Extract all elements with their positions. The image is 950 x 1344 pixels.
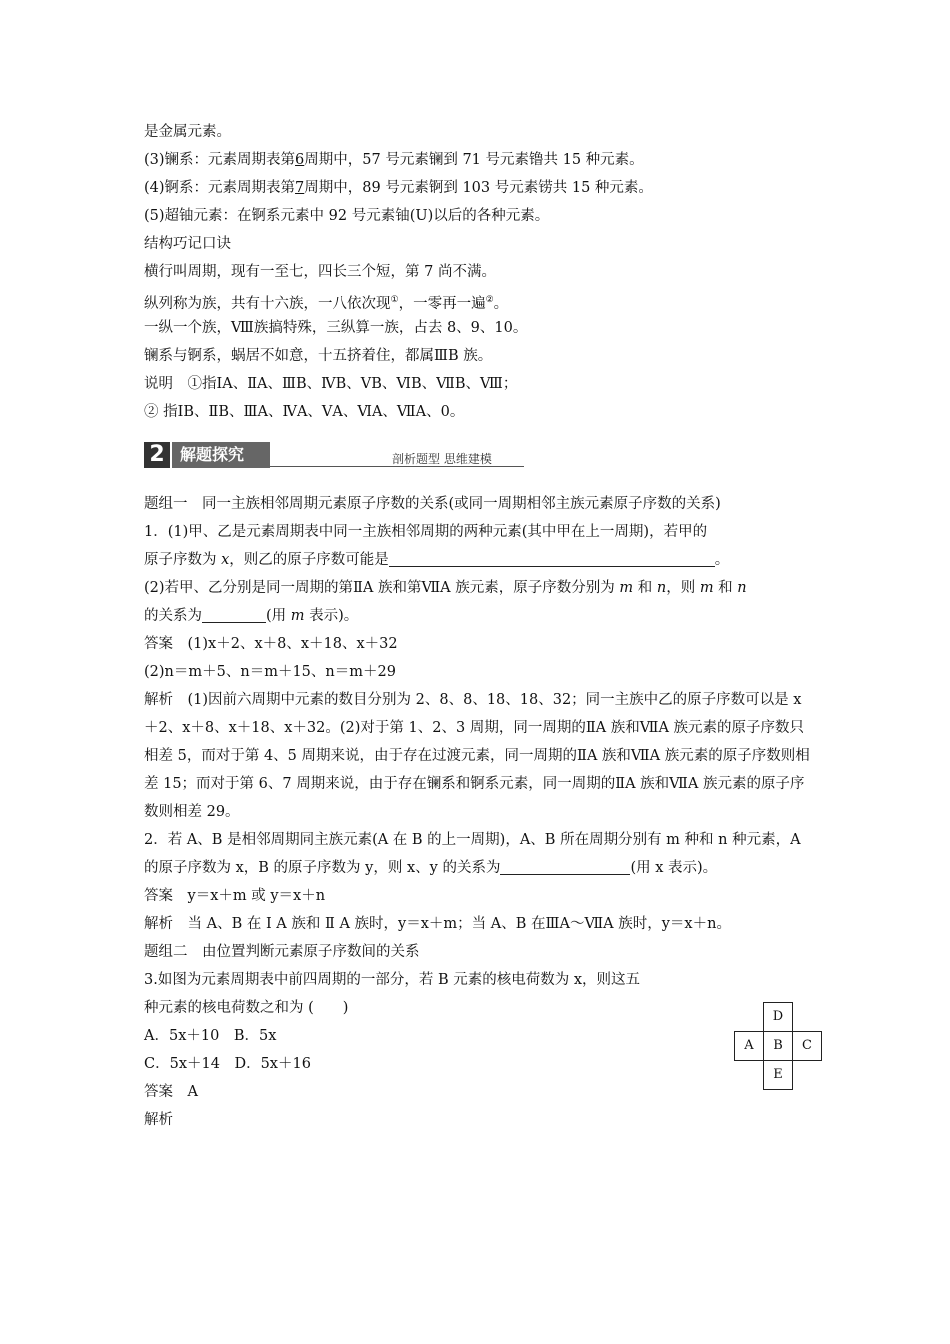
section-title: 解题探究 (172, 442, 270, 468)
answer-blank[interactable] (389, 550, 715, 567)
cell-e: E (763, 1060, 793, 1090)
cell-d: D (763, 1002, 793, 1032)
cell-b: B (763, 1031, 793, 1061)
explanation2: 解析 当 A、B 在 Ⅰ A 族和 Ⅱ A 族时，y＝x＋m；当 A、B 在ⅢA～ⅦA 族时，y＝x＋n。 (144, 916, 731, 932)
mnemonic-title: 结构巧记口诀 (144, 236, 231, 252)
explanation3: 解析 (144, 1112, 173, 1128)
text-line: 是金属元素。 (144, 124, 231, 140)
section-subtitle: 剖析题型 思维建模 (392, 452, 492, 466)
document-body (144, 118, 814, 1134)
mnemonic-line-1: 横行叫周期，现有一至七，四长三个短，第 7 尚不满。 (144, 264, 496, 280)
mnemonic-line-4: 镧系与锕系，蜗居不如意，十五挤着住，都属ⅢB 族。 (144, 348, 493, 364)
option-c-d: C．5x＋14 D．5x＋16 (144, 1056, 311, 1072)
cell-c: C (792, 1031, 822, 1061)
section-number: 2 (144, 442, 170, 468)
actinide-line: (4)锕系：元素周期表第7周期中，89 号元素锕到 103 号元素铹共 15 种元素。 (144, 180, 653, 196)
option-a-b: A．5x＋10 B．5x (144, 1028, 277, 1044)
question1-line4: 的关系为 (用 m 表示)。 (144, 608, 359, 624)
answer2: 答案 y＝x＋m 或 y＝x＋n (144, 888, 326, 904)
answer1: 答案 (1)x＋2、x＋8、x＋18、x＋32 (144, 636, 398, 652)
question1-line3: (2)若甲、乙分别是同一周期的第ⅡA 族和第ⅦA 族元素，原子序数分别为 m 和 n，则 m 和 n (144, 580, 747, 596)
question3-line2: 种元素的核电荷数之和为 ( ) (144, 1000, 349, 1016)
group2-title: 题组二 由位置判断元素原子序数间的关系 (144, 944, 420, 960)
lanthanide-line: (3)镧系：元素周期表第6周期中，57 号元素镧到 71 号元素镥共 15 种元素。 (144, 152, 644, 168)
explanation1: 解析 (1)因前六周期中元素的数目分别为 2、8、8、18、18、32；同一主族中乙的原子序数可以是 x＋2、x＋8、x＋18、x＋32。(2)对于第 1、2、3 周期，同一周期的ⅡA 族和ⅦA 族元素的原子序数只相差 5，而对于第 4、5 周期来说，由于存在过渡元素，同一周期的ⅡA 族和ⅦA 族元素的原子序数则相差 15；而对于第 6、7 周期来说，由于存在镧系和锕系元素，同一周期的ⅡA 族和ⅦA 族元素的原子序数则相差 29。 (144, 692, 810, 820)
note-line-2: ② 指ⅠB、ⅡB、ⅢA、ⅣA、ⅤA、ⅥA、ⅦA、0。 (144, 404, 465, 420)
question1-line1: 1．(1)甲、乙是元素周期表中同一主族相邻周期的两种元素(其中甲在上一周期)，若甲的 (144, 524, 708, 540)
note-line-1: 说明 ①指ⅠA、ⅡA、ⅢB、ⅣB、ⅤB、ⅥB、ⅦB、Ⅷ； (144, 376, 518, 392)
transuranic-line: (5)超铀元素：在锕系元素中 92 号元素铀(U)以后的各种元素。 (144, 208, 550, 224)
question2: 2．若 A、B 是相邻周期同主族元素(A 在 B 的上一周期)，A、B 所在周期分别有 m 种和 n 种元素，A 的原子序数为 x，B 的原子序数为 y，则 x、y 的关系为 (用 x 表示)。 (144, 832, 801, 876)
group1-title: 题组一 同一主族相邻周期元素原子序数的关系(或同一周期相邻主族元素原子序数的关系) (144, 496, 721, 512)
element-position-grid (734, 1002, 848, 1116)
mnemonic-line-3: 一纵一个族，Ⅷ族搞特殊，三纵算一族，占去 8、9、10。 (144, 320, 528, 336)
question3-line1: 3.如图为元素周期表中前四周期的一部分，若 B 元素的核电荷数为 x，则这五 (144, 972, 640, 988)
answer3: 答案 A (144, 1084, 198, 1100)
answer1b: (2)n＝m＋5、n＝m＋15、n＝m＋29 (144, 664, 396, 680)
section-header (144, 438, 814, 478)
answer-blank[interactable] (202, 606, 266, 623)
cell-a: A (734, 1031, 764, 1061)
question1-line2: 原子序数为 x，则乙的原子序数可能是 。 (144, 552, 730, 568)
mnemonic-line-2: 纵列称为族，共有十六族，一八依次现①，一零再一遍②。 (144, 295, 509, 312)
answer-blank[interactable] (500, 858, 630, 875)
